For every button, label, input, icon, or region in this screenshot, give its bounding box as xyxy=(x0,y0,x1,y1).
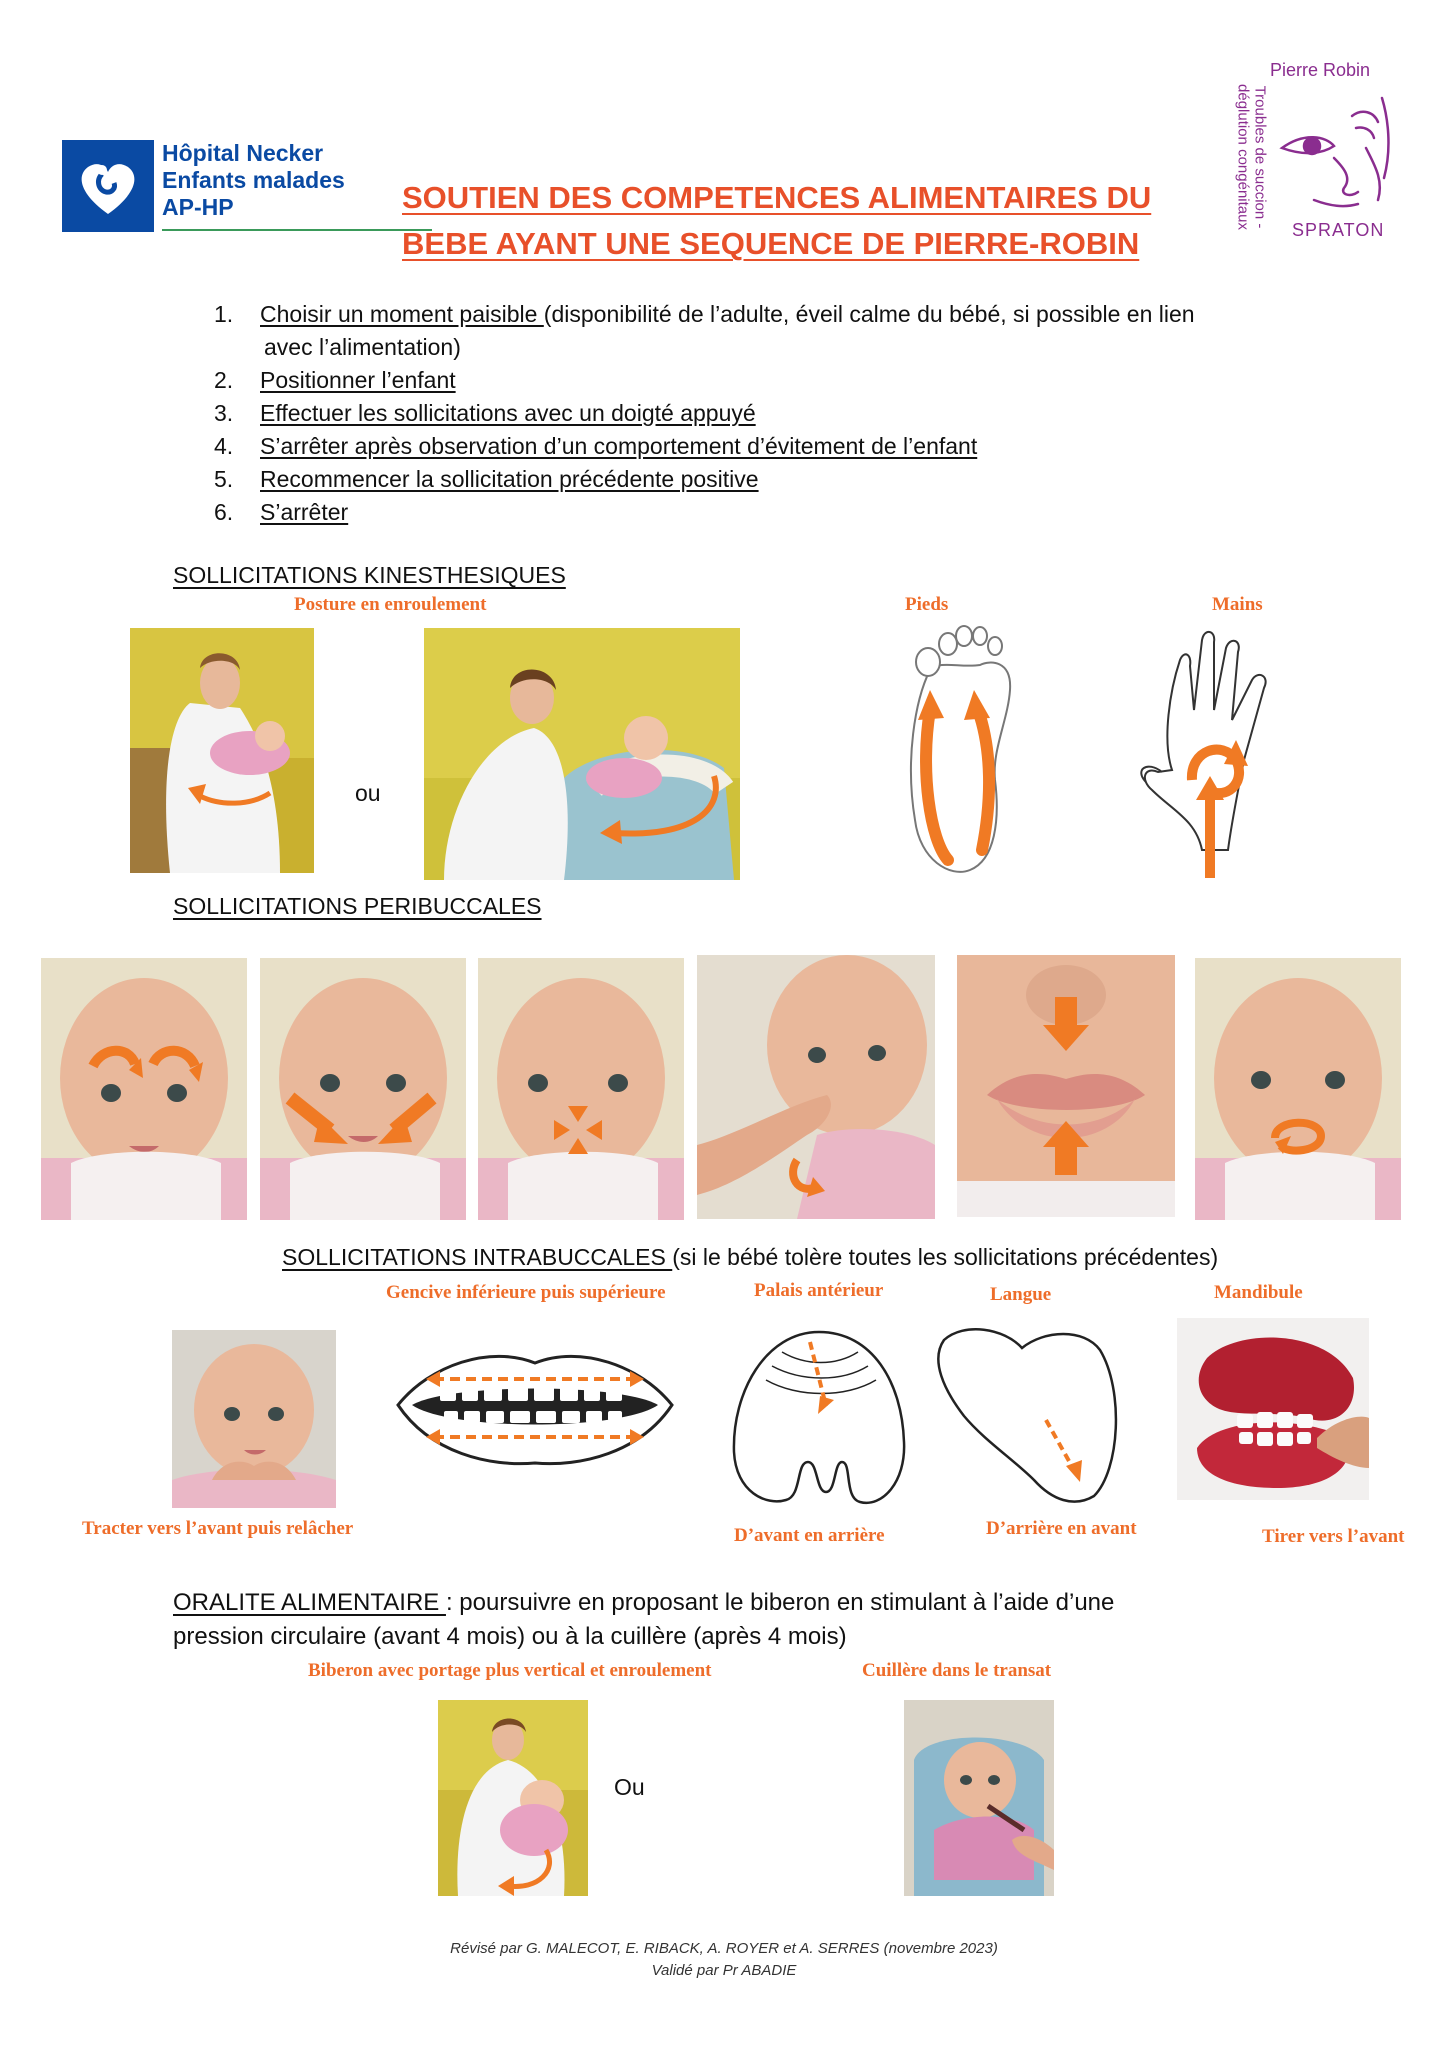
hospital-logo xyxy=(62,140,382,232)
step-number: 4. xyxy=(214,433,234,459)
step-item xyxy=(214,397,1314,430)
spraton-face-icon xyxy=(1274,88,1399,218)
intrabuccal-baby-photo xyxy=(172,1330,336,1508)
mandible-model-photo xyxy=(1177,1318,1369,1500)
arriere-avant-caption: D’arrière en avant xyxy=(986,1518,1137,1539)
hand-drawing xyxy=(1132,620,1297,882)
palate-drawing xyxy=(726,1322,912,1510)
posture-seated-photo xyxy=(130,628,314,873)
oralite-text-line2: pression circulaire (avant 4 mois) ou à la cuillère (après 4 mois) xyxy=(173,1623,847,1650)
page-title-line1: SOUTIEN DES COMPETENCES ALIMENTAIRES DU xyxy=(402,180,1152,215)
ou-label: ou xyxy=(355,780,381,806)
tracter-caption: Tracter vers l’avant puis relâcher xyxy=(82,1518,354,1539)
hospital-logo-line1: Hôpital Necker xyxy=(162,140,324,166)
biberon-label: Biberon avec portage plus vertical et enroulement xyxy=(308,1660,712,1681)
spraton-logo xyxy=(1222,60,1402,250)
oralite-ou-label: Ou xyxy=(614,1774,645,1800)
step-underlined-text: Recommencer la sollicitation précédente positive xyxy=(260,466,759,492)
page-title-line2: BEBE AYANT UNE SEQUENCE DE PIERRE-ROBIN xyxy=(402,226,1140,261)
cuillere-label: Cuillère dans le transat xyxy=(862,1660,1052,1681)
footer-validation: Validé par Pr ABADIE xyxy=(651,1962,797,1979)
steps-list xyxy=(214,298,1314,529)
intrabuccal-title-underlined: SOLLICITATIONS INTRABUCCALES xyxy=(282,1244,673,1270)
step-number: 3. xyxy=(214,400,234,426)
spraton-logo-vertical-line1: Troubles de succion - xyxy=(1251,85,1269,229)
step-continuation-text: avec l’alimentation) xyxy=(264,334,461,360)
peribuccal-photo-cheeks xyxy=(260,958,466,1220)
step-number: 6. xyxy=(214,499,234,525)
step-number: 1. xyxy=(214,301,234,327)
step-text: (disponibilité de l’adulte, éveil calme du bébé, si possible en lien xyxy=(543,301,1195,327)
step-underlined-text: Positionner l’enfant xyxy=(260,367,456,393)
step-underlined-text: Choisir un moment paisible xyxy=(260,301,544,327)
posture-label: Posture en enroulement xyxy=(294,594,487,615)
intrabuccal-title-rest: (si le bébé tolère toutes les sollicitations précédentes) xyxy=(672,1244,1219,1270)
tongue-drawing xyxy=(934,1320,1130,1510)
footer xyxy=(324,1938,1124,1982)
intrabuccal-section-title xyxy=(282,1244,1218,1271)
spraton-logo-bottom: SPRATON xyxy=(1292,220,1385,240)
peribuccal-photo-finger xyxy=(697,955,935,1219)
step-item xyxy=(214,298,1314,364)
oralite-text-line1: : poursuivre en proposant le biberon en stimulant à l’aide d’une xyxy=(445,1589,1115,1616)
peribuccal-section-title: SOLLICITATIONS PERIBUCCALES xyxy=(173,893,542,919)
peribuccal-photo-mouth-points xyxy=(478,958,684,1220)
oralite-paragraph xyxy=(173,1586,1323,1654)
heart-child-logo-icon xyxy=(62,140,154,232)
posture-transat-photo xyxy=(424,628,740,880)
cuillere-photo xyxy=(904,1700,1054,1896)
step-item xyxy=(214,496,1314,529)
step-number: 5. xyxy=(214,466,234,492)
mouth-gums-drawing xyxy=(390,1335,680,1470)
step-item xyxy=(214,463,1314,496)
step-underlined-text: S’arrêter après observation d’un comportement d’évitement de l’enfant xyxy=(260,433,978,459)
hospital-logo-line3: AP-HP xyxy=(162,194,234,220)
peribuccal-photo-lips xyxy=(957,955,1175,1217)
foot-drawing xyxy=(900,620,1020,882)
pieds-label: Pieds xyxy=(905,594,949,615)
step-item xyxy=(214,364,1314,397)
step-item xyxy=(214,430,1314,463)
biberon-photo xyxy=(438,1700,588,1896)
hospital-logo-line2: Enfants malades xyxy=(162,167,345,193)
peribuccal-photo-eyebrows xyxy=(41,958,247,1220)
spraton-logo-vertical-line2: déglution congénitaux xyxy=(1234,84,1252,230)
page-title xyxy=(402,175,1151,267)
spraton-logo-top: Pierre Robin xyxy=(1270,60,1371,80)
mandibule-label: Mandibule xyxy=(1214,1282,1303,1303)
step-underlined-text: S’arrêter xyxy=(260,499,349,525)
langue-label: Langue xyxy=(990,1284,1052,1305)
tirer-caption: Tirer vers l’avant xyxy=(1262,1526,1405,1547)
kinesthesic-section-title: SOLLICITATIONS KINESTHESIQUES xyxy=(173,562,566,588)
avant-arriere-caption: D’avant en arrière xyxy=(734,1525,885,1546)
gencive-label: Gencive inférieure puis supérieure xyxy=(386,1282,666,1303)
peribuccal-photo-circle xyxy=(1195,958,1401,1220)
footer-revision: Révisé par G. MALECOT, E. RIBACK, A. ROYER et A. SERRES (novembre 2023) xyxy=(450,1940,998,1957)
palais-label: Palais antérieur xyxy=(754,1280,884,1301)
mains-label: Mains xyxy=(1212,594,1263,615)
oralite-title: ORALITE ALIMENTAIRE xyxy=(173,1589,446,1616)
step-number: 2. xyxy=(214,367,234,393)
step-underlined-text: Effectuer les sollicitations avec un doigté appuyé xyxy=(260,400,756,426)
